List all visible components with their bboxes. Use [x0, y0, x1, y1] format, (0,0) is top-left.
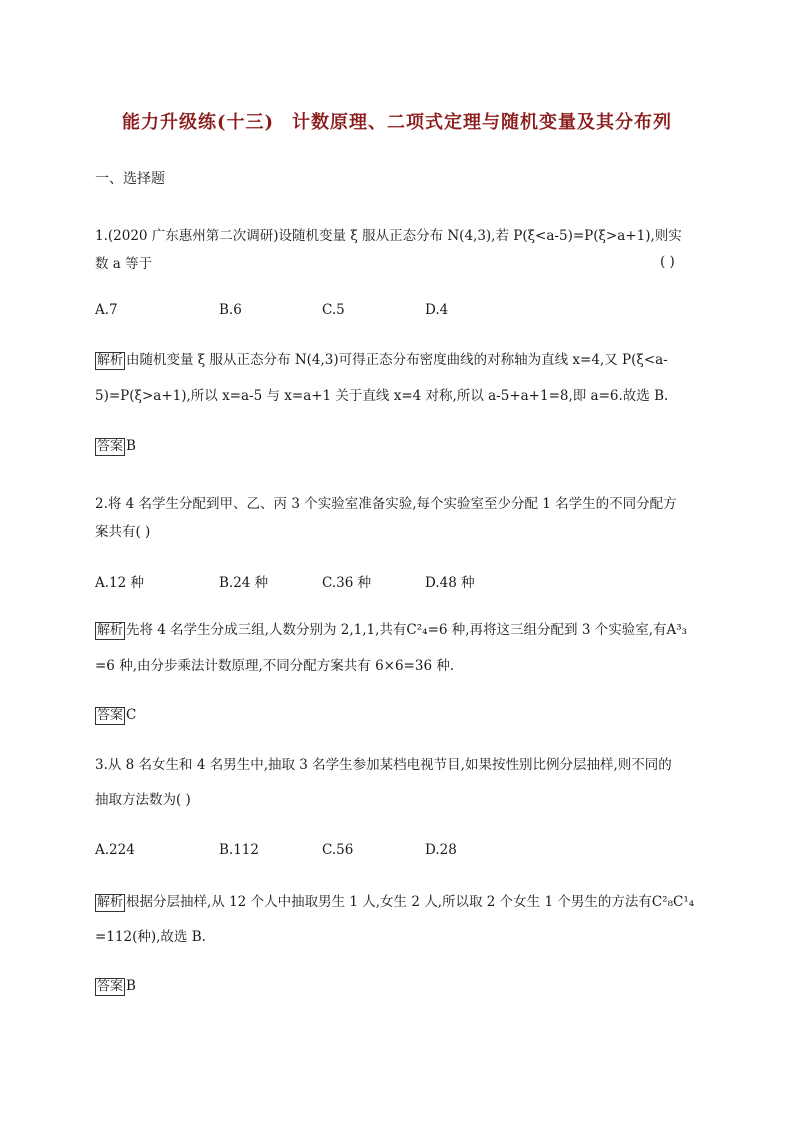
- q2-analysis-text1: 先将 4 名学生分成三组,人数分别为 2,1,1,共有C²₄=6 种,再将这三组分配到 3 个实验室,有A³₃: [126, 622, 688, 638]
- q1-analysis-line2: 5)=P(ξ>a+1),所以 x=a-5 与 x=a+1 关于直线 x=4 对称,所以 a-5+a+1=8,即 a=6.故选 B.: [95, 388, 669, 404]
- section-heading: 一、选择题: [95, 171, 165, 187]
- q3-stem-line2: 抽取方法数为( ): [95, 792, 191, 808]
- q2-answer: C: [126, 707, 137, 723]
- q1-analysis-line1: [95, 350, 705, 370]
- analysis-tag: 解析: [97, 353, 124, 368]
- q1-answer-line: [95, 436, 705, 456]
- q1-option-d: D.4: [425, 302, 449, 318]
- answer-tag: 答案: [97, 439, 124, 454]
- q3-option-a: A.224: [95, 842, 135, 858]
- q3-stem-line1: 3.从 8 名女生和 4 名男生中,抽取 3 名学生参加某档电视节目,如果按性别比例分层抽样,则不同的: [95, 757, 672, 773]
- q1-stem-line2: 数 a 等于: [95, 256, 153, 272]
- q1-option-b: B.6: [219, 302, 242, 318]
- q3-option-d: D.28: [425, 842, 457, 858]
- q1-answer: B: [126, 438, 136, 454]
- q2-analysis-line1: [95, 620, 705, 640]
- q2-option-d: D.48 种: [425, 575, 475, 591]
- q1-option-a: A.7: [95, 302, 118, 318]
- analysis-tag: 解析: [97, 623, 124, 638]
- page-title: [0, 108, 794, 134]
- q3-analysis-text1: 根据分层抽样,从 12 个人中抽取男生 1 人,女生 2 人,所以取 2 个女生 1 个男生的方法有C²₈C¹₄: [126, 894, 695, 910]
- q3-option-c: C.56: [322, 842, 354, 858]
- q3-answer-line: [95, 976, 705, 996]
- q3-answer: B: [126, 978, 136, 994]
- q2-option-b: B.24 种: [219, 575, 269, 591]
- answer-tag: 答案: [97, 708, 124, 723]
- q3-analysis-line1: [95, 892, 705, 912]
- analysis-tag: 解析: [97, 895, 124, 910]
- q2-stem-line1: 2.将 4 名学生分配到甲、乙、丙 3 个实验室准备实验,每个实验室至少分配 1 名学生的不同分配方: [95, 496, 677, 512]
- q2-analysis-line2: =6 种,由分步乘法计数原理,不同分配方案共有 6×6=36 种.: [95, 658, 455, 674]
- q1-option-c: C.5: [322, 302, 345, 318]
- q1-analysis-text1: 由随机变量 ξ 服从正态分布 N(4,3)可得正态分布密度曲线的对称轴为直线 x=4,又 P(ξ<a-: [126, 352, 668, 368]
- q2-answer-line: [95, 705, 705, 725]
- q3-analysis-line2: =112(种),故选 B.: [95, 929, 206, 945]
- q2-stem-line2: 案共有( ): [95, 524, 151, 540]
- q3-option-b: B.112: [219, 842, 259, 858]
- q2-option-c: C.36 种: [322, 575, 372, 591]
- title-part1: 能力升级练(十三): [121, 112, 275, 133]
- q1-stem-line1: 1.(2020 广东惠州第二次调研)设随机变量 ξ 服从正态分布 N(4,3),若 P(ξ<a-5)=P(ξ>a+1),则实: [95, 228, 682, 244]
- q1-answer-paren: ( ): [660, 254, 675, 270]
- answer-tag: 答案: [97, 979, 124, 994]
- q2-option-a: A.12 种: [95, 575, 145, 591]
- title-part2: 计数原理、二项式定理与随机变量及其分布列: [292, 112, 673, 133]
